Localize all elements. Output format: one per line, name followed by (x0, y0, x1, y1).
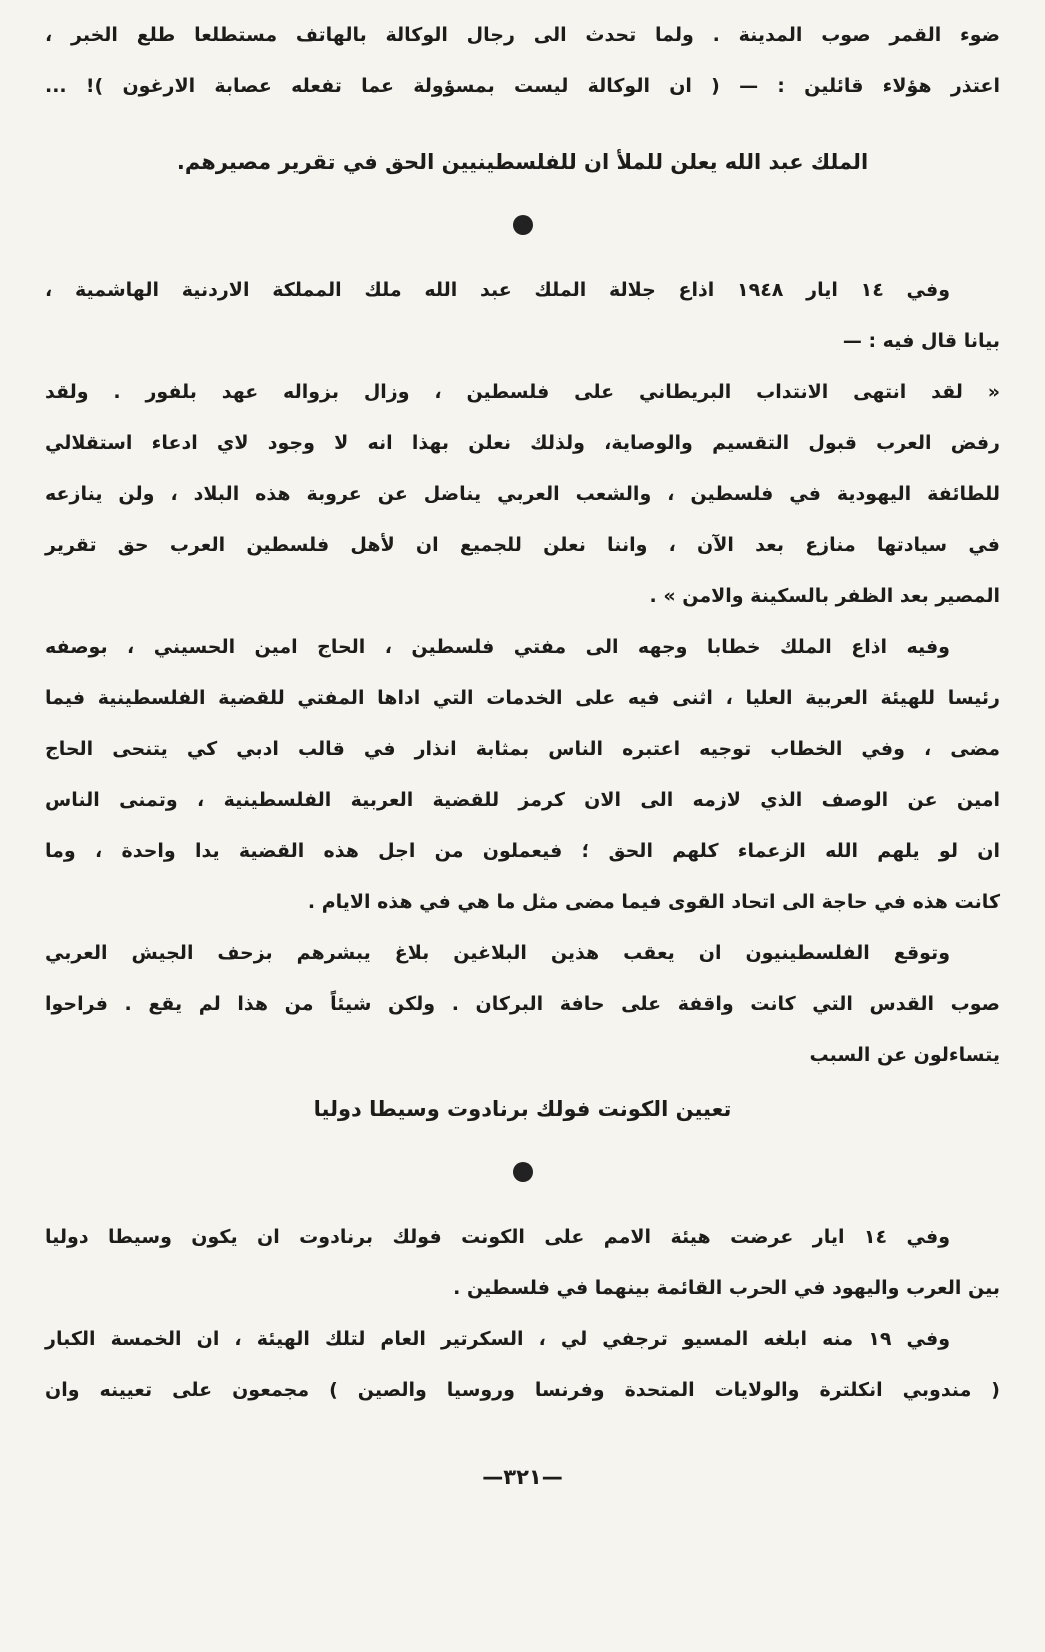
text-line: ( مندوبي انكلترة والولايات المتحدة وفرنسا وروسيا والصين ) مجمعون على تعيينه وان (45, 1379, 1000, 1401)
text-line: ضوء القمر صوب المدينة . ولما تحدث الى رجال الوكالة بالهاتف مستطلعا طلع الخبر ، (45, 24, 1000, 46)
text-line: وتوقع الفلسطينيون ان يعقب هذين البلاغين بلاغ يبشرهم بزحف الجيش العربي (45, 942, 950, 964)
bullet-separator (513, 1162, 533, 1182)
text-line: « لقد انتهى الانتداب البريطاني على فلسطين ، وزال بزواله عهد بلفور . ولقد (45, 381, 1000, 403)
text-line: بين العرب واليهود في الحرب القائمة بينهما في فلسطين . (453, 1277, 1000, 1299)
text-line: يتساءلون عن السبب (809, 1044, 1000, 1066)
text-line: رئيسا للهيئة العربية العليا ، اثنى فيه على الخدمات التي اداها المفتي للقضية الفلسطينية فيما (45, 687, 1000, 709)
text-line: رفض العرب قبول التقسيم والوصاية، ولذلك نعلن بهذا انه لا وجود لاي ادعاء استقلالي (45, 432, 1000, 454)
text-line: مضى ، وفي الخطاب توجيه اعتبره الناس بمثابة انذار في قالب ادبي كي يتنحى الحاج (45, 738, 1000, 760)
text-line: ان لو يلهم الله الزعماء كلهم الحق ؛ فيعملون من اجل هذه القضية يدا واحدة ، وما (45, 840, 1000, 862)
text-line: للطائفة اليهودية في فلسطين ، والشعب العربي يناضل عن عروبة هذه البلاد ، ولن ينازعه (45, 483, 1000, 505)
text-line: وفي ١٤ ايار ١٩٤٨ اذاع جلالة الملك عبد الله ملك المملكة الاردنية الهاشمية ، (45, 279, 951, 301)
section-heading: الملك عبد الله يعلن للملأ ان للفلسطينيين الحق في تقرير مصيرهم. (176, 150, 869, 174)
text-line: كانت هذه في حاجة الى اتحاد القوى فيما مضى مثل ما هي في هذه الايام . (307, 891, 1000, 913)
bullet-separator (513, 215, 533, 235)
text-line: صوب القدس التي كانت واقفة على حافة البركان . ولكن شيئاً من هذا لم يقع . فراحوا (45, 993, 1000, 1015)
text-line: وفي ١٤ ايار عرضت هيئة الامم على الكونت فولك برنادوت ان يكون وسيطا دوليا (45, 1226, 950, 1248)
text-line: امين عن الوصف الذي لازمه الى الان كرمز للقضية العربية الفلسطينية ، وتمنى الناس (45, 789, 1000, 811)
text-line: وفيه اذاع الملك خطابا وجهه الى مفتي فلسطين ، الحاج امين الحسيني ، بوصفه (45, 636, 950, 658)
section-heading: تعيين الكونت فولك برنادوت وسيطا دوليا (313, 1097, 732, 1121)
text-line: بيانا قال فيه : — (842, 330, 1000, 352)
page-number: —٣٢١— (482, 1465, 563, 1489)
text-line: المصير بعد الظفر بالسكينة والامن » . (649, 585, 1000, 607)
text-line: في سيادتها منازع بعد الآن ، واننا نعلن للجميع ان لأهل فلسطين العرب حق تقرير (45, 534, 1000, 556)
text-line: اعتذر هؤلاء قائلين : — ( ان الوكالة ليست بمسؤولة عما تفعله عصابة الارغون )! ... (45, 75, 1000, 97)
text-line: وفي ١٩ منه ابلغه المسيو ترجفي لي ، السكرتير العام لتلك الهيئة ، ان الخمسة الكبار (45, 1328, 951, 1350)
